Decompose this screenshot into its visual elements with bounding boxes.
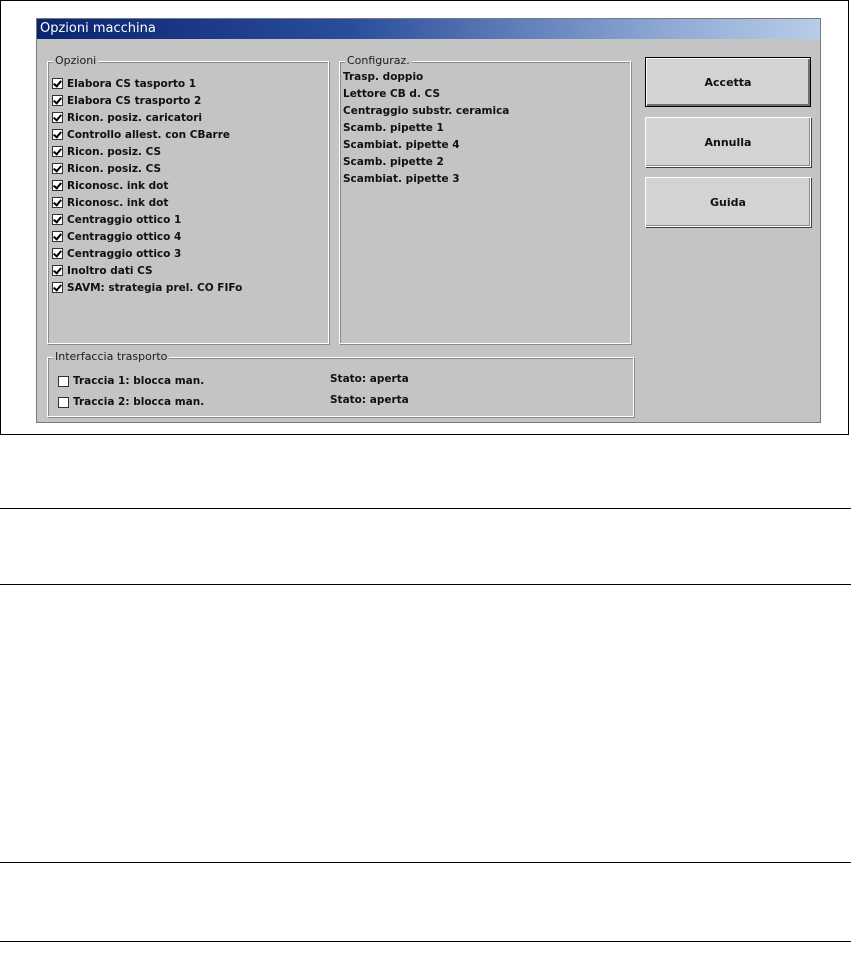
dialog-title: Opzioni macchina — [37, 19, 820, 39]
option-checkbox[interactable] — [52, 143, 242, 160]
track-1-checkbox[interactable] — [58, 374, 204, 388]
option-label: Riconosc. ink dot — [67, 179, 169, 192]
option-checkbox[interactable] — [52, 262, 242, 279]
checkbox-box[interactable] — [52, 214, 63, 225]
option-checkbox[interactable] — [52, 126, 242, 143]
checkbox-box[interactable] — [52, 197, 63, 208]
option-label: Riconosc. ink dot — [67, 196, 169, 209]
track-1-label: Traccia 1: blocca man. — [73, 375, 205, 387]
track-1-checkbox-box[interactable] — [58, 376, 69, 387]
options-group — [47, 54, 329, 344]
options-list — [52, 75, 242, 296]
option-label: Ricon. posiz. caricatori — [67, 111, 202, 124]
option-checkbox[interactable] — [52, 194, 242, 211]
config-item: Trasp. doppio — [343, 71, 424, 83]
option-checkbox[interactable] — [52, 160, 242, 177]
option-checkbox[interactable] — [52, 109, 242, 126]
config-item: Scambiat. pipette 4 — [343, 139, 460, 151]
option-label: Ricon. posiz. CS — [67, 162, 162, 175]
option-checkbox[interactable] — [52, 228, 242, 245]
option-label: Controllo allest. con CBarre — [67, 128, 231, 141]
option-label: Centraggio ottico 4 — [67, 230, 182, 243]
transport-legend: Interfaccia trasporto — [55, 350, 168, 363]
config-item: Scamb. pipette 2 — [343, 156, 444, 168]
checkbox-box[interactable] — [52, 78, 63, 89]
checkbox-box[interactable] — [52, 180, 63, 191]
option-label: SAVM: strategia prel. CO FIFo — [67, 281, 243, 294]
checkbox-box[interactable] — [52, 146, 63, 157]
transport-interface-group — [47, 350, 634, 417]
config-item: Lettore CB d. CS — [343, 88, 441, 100]
config-group — [339, 54, 631, 344]
config-item: Scambiat. pipette 3 — [343, 173, 460, 185]
option-checkbox[interactable] — [52, 245, 242, 262]
track-2-checkbox-box[interactable] — [58, 397, 69, 408]
machine-options-dialog — [36, 18, 821, 423]
track-2-checkbox[interactable] — [58, 395, 204, 409]
track-2-label: Traccia 2: blocca man. — [73, 396, 205, 408]
config-legend: Configuraz. — [347, 54, 410, 67]
config-item: Scamb. pipette 1 — [343, 122, 444, 134]
checkbox-box[interactable] — [52, 163, 63, 174]
config-list — [343, 69, 509, 188]
option-checkbox[interactable] — [52, 75, 242, 92]
option-label: Centraggio ottico 3 — [67, 247, 182, 260]
option-label: Ricon. posiz. CS — [67, 145, 162, 158]
option-checkbox[interactable] — [52, 279, 242, 296]
screenshot-frame — [0, 0, 849, 435]
checkbox-box[interactable] — [52, 282, 63, 293]
option-checkbox[interactable] — [52, 92, 242, 109]
option-label: Centraggio ottico 1 — [67, 213, 182, 226]
option-checkbox[interactable] — [52, 211, 242, 228]
accept-button[interactable]: Accetta — [645, 57, 811, 107]
checkbox-box[interactable] — [52, 129, 63, 140]
options-legend: Opzioni — [55, 54, 97, 67]
checkbox-box[interactable] — [52, 248, 63, 259]
config-item: Centraggio substr. ceramica — [343, 105, 510, 117]
divider-line — [0, 584, 851, 585]
cancel-button[interactable]: Annulla — [645, 117, 811, 167]
divider-line — [0, 941, 851, 942]
option-label: Elabora CS trasporto 2 — [67, 94, 202, 107]
track-1-status: Stato: aperta — [330, 373, 409, 385]
option-label: Inoltro dati CS — [67, 264, 153, 277]
option-label: Elabora CS tasporto 1 — [67, 77, 197, 90]
checkbox-box[interactable] — [52, 265, 63, 276]
track-2-status: Stato: aperta — [330, 394, 409, 406]
option-checkbox[interactable] — [52, 177, 242, 194]
divider-line — [0, 508, 851, 509]
checkbox-box[interactable] — [52, 112, 63, 123]
divider-line — [0, 862, 851, 863]
checkbox-box[interactable] — [52, 95, 63, 106]
checkbox-box[interactable] — [52, 231, 63, 242]
help-button[interactable]: Guida — [645, 177, 811, 227]
